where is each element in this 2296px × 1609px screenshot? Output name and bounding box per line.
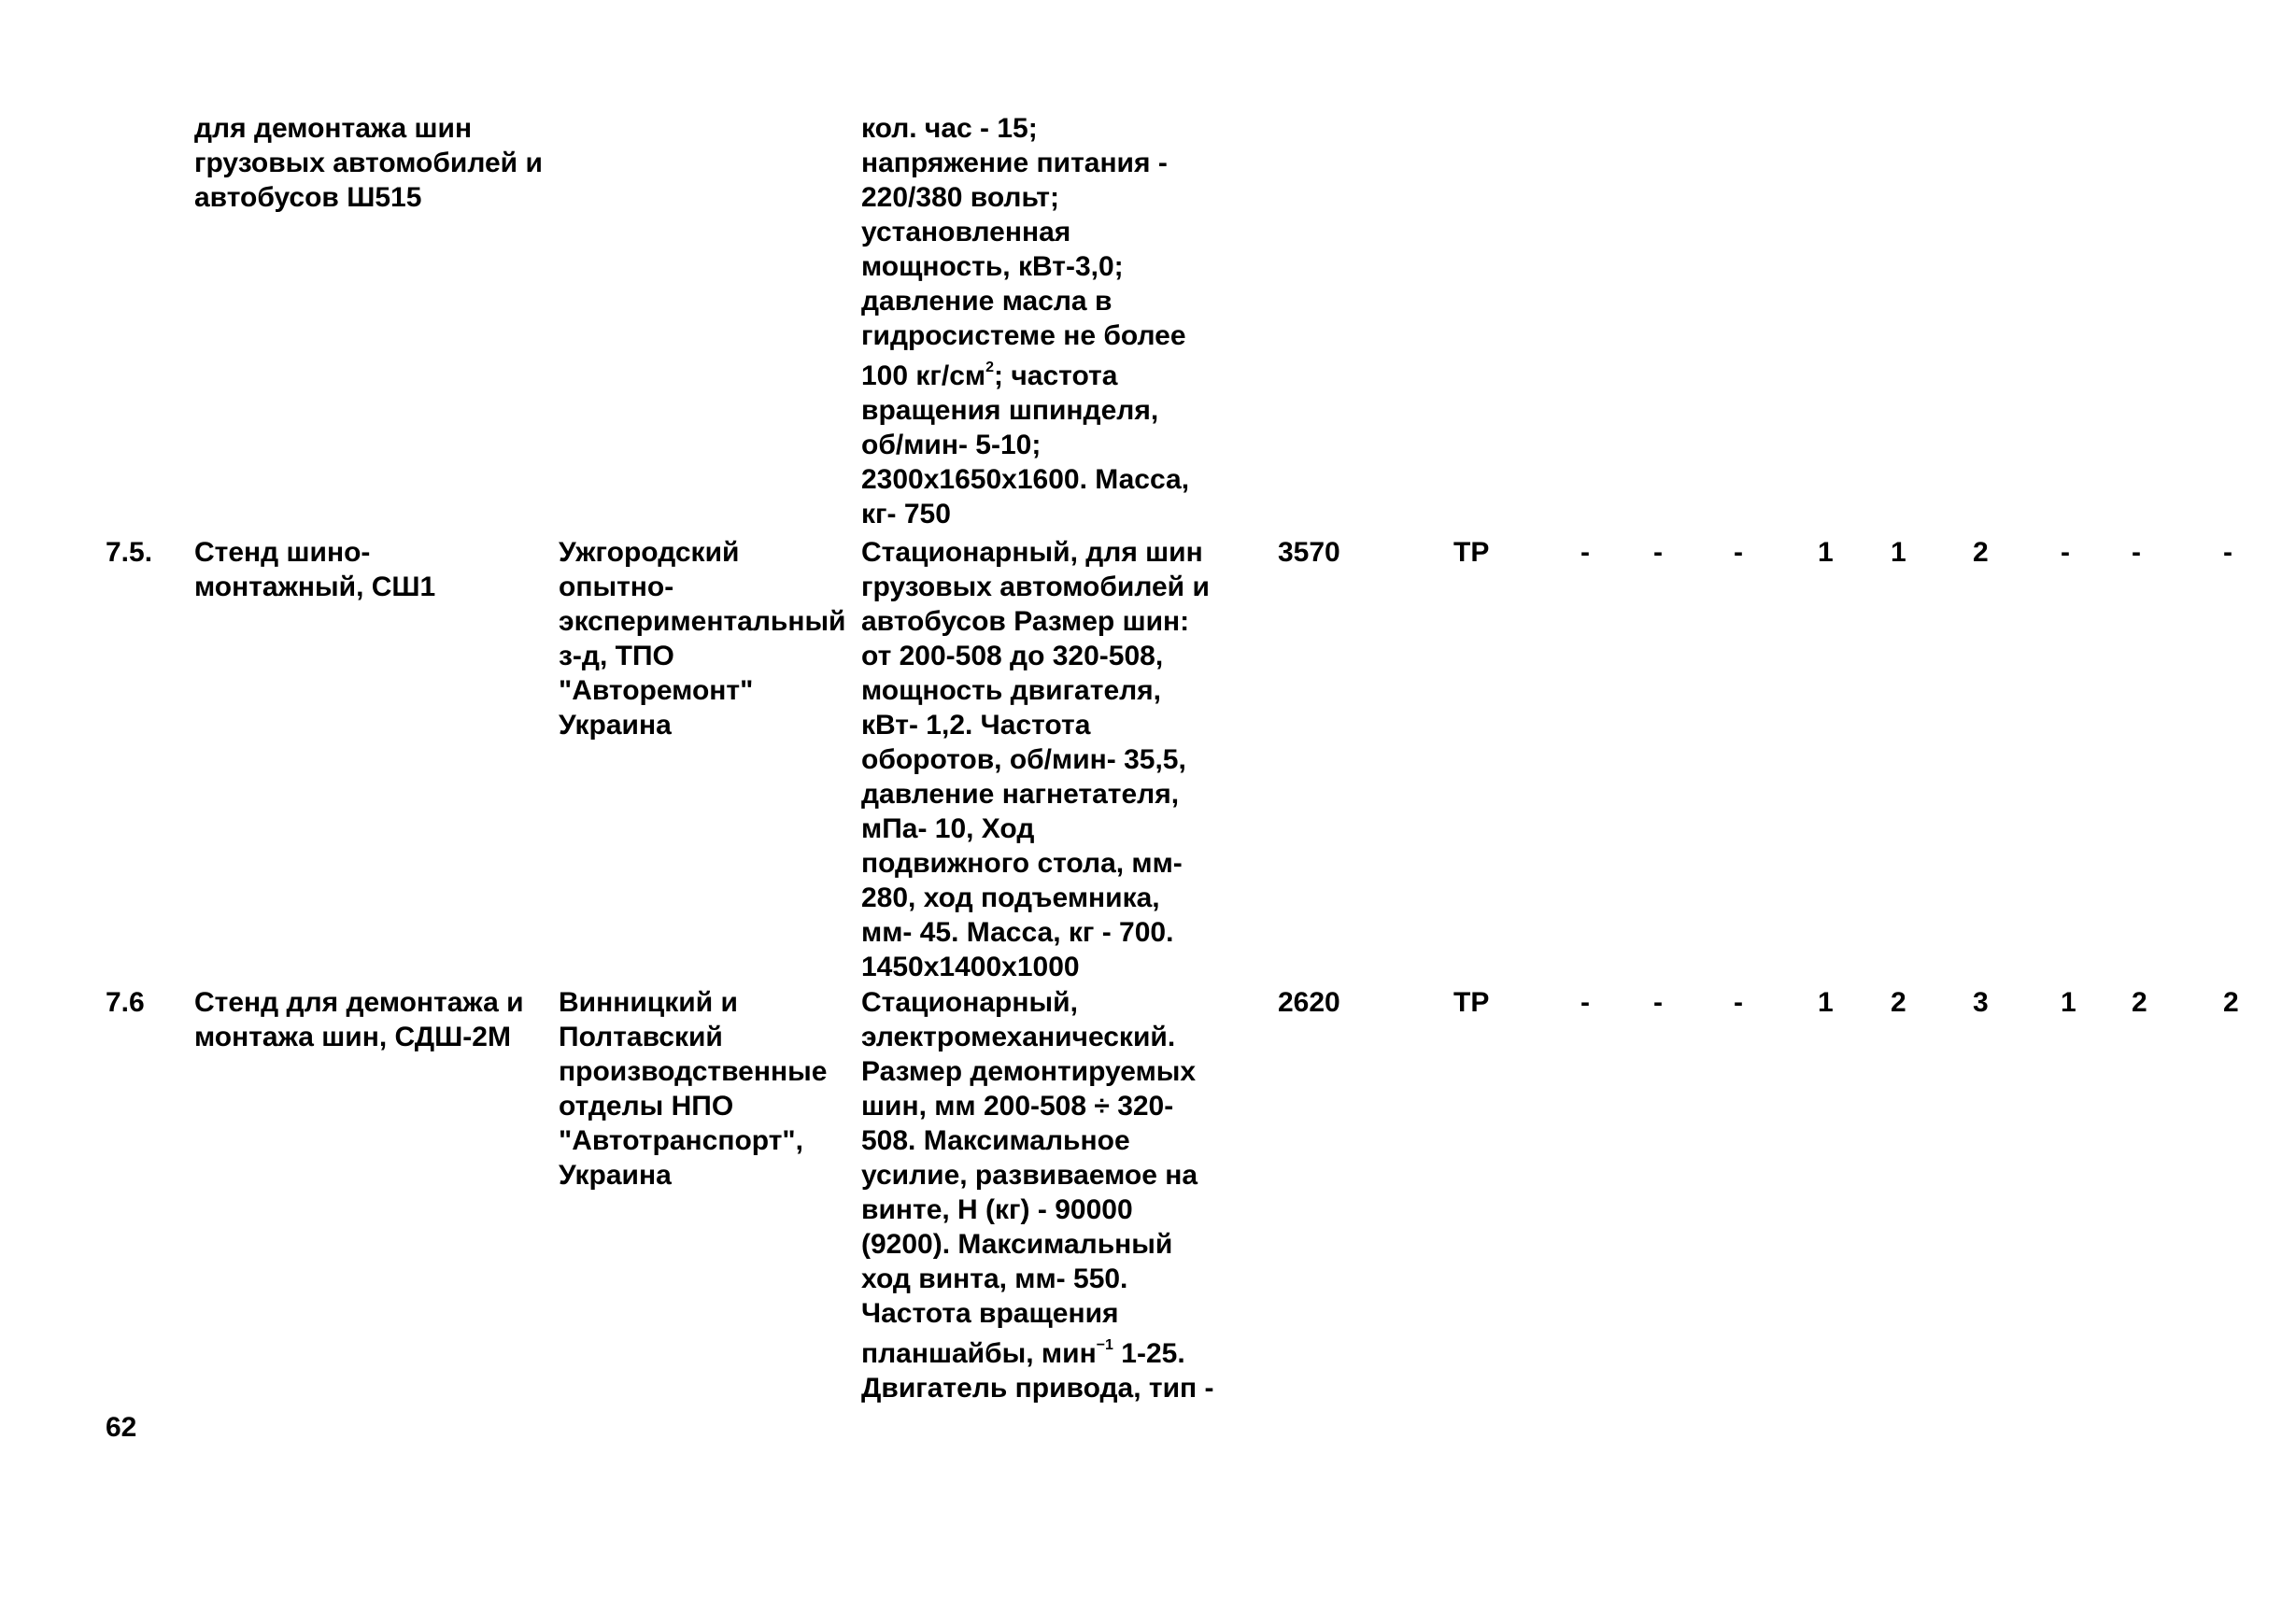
equipment-name-cell (194, 985, 524, 1054)
maker-line: "Автотранспорт", (559, 1125, 803, 1156)
maker-line: Украина (559, 710, 672, 741)
name-line: Стенд для демонтажа и (194, 987, 524, 1018)
maker-line: "Авторемонт" (559, 675, 754, 706)
spec-text: планшайбы, мин (861, 1338, 1097, 1369)
price-value: 2620 (1278, 987, 1340, 1018)
manufacturer-cell (559, 535, 846, 742)
spec-line: Стационарный, (861, 987, 1078, 1018)
specification-cell (861, 535, 1210, 984)
spec-line: грузовых автомобилей и (861, 572, 1210, 602)
spec-line: вращения шпинделя, (861, 395, 1159, 426)
spec-line (861, 1336, 1214, 1371)
count-cell: 2 (1891, 987, 1906, 1018)
page-number: 62 (106, 1412, 137, 1443)
spec-line: установленная (861, 217, 1071, 247)
spec-line (861, 359, 1189, 393)
name-line: автобусов Ш515 (194, 182, 422, 213)
spec-line: автобусов Размер шин: (861, 606, 1190, 637)
spec-line: 220/380 вольт; (861, 182, 1059, 213)
count-cell: - (2223, 537, 2232, 568)
count-cell: 1 (1818, 987, 1834, 1018)
continuation-name-cell (194, 111, 543, 215)
spec-line: электромеханический. (861, 1022, 1176, 1052)
name-line: грузовых автомобилей и (194, 148, 543, 178)
count-cell: 1 (1818, 537, 1834, 568)
spec-line: оборотов, об/мин- 35,5, (861, 744, 1186, 775)
spec-line: мощность двигателя, (861, 675, 1162, 706)
maker-line: Винницкий и (559, 987, 738, 1018)
superscript: 2 (985, 360, 995, 375)
spec-line: Стационарный, для шин (861, 537, 1203, 568)
spec-line: 280, ход подъемника, (861, 882, 1160, 913)
spec-line: подвижного стола, мм- (861, 848, 1183, 879)
spec-line: усилие, развиваемое на (861, 1160, 1198, 1191)
spec-line: кВт- 1,2. Частота (861, 710, 1091, 741)
count-cell: 2 (1973, 537, 1989, 568)
count-cell: - (2132, 537, 2141, 568)
maker-line: производственные (559, 1056, 828, 1087)
spec-line: от 200-508 до 320-508, (861, 641, 1164, 671)
count-cell: 2 (2132, 987, 2147, 1018)
spec-line: мм- 45. Масса, кг - 700. (861, 917, 1174, 948)
manufacturer-cell (559, 985, 827, 1193)
spec-line: шин, мм 200-508 ÷ 320- (861, 1091, 1174, 1122)
purpose-value: ТР (1453, 537, 1490, 568)
count-cell: - (2061, 537, 2070, 568)
name-line: для демонтажа шин (194, 113, 473, 144)
count-cell: 1 (1891, 537, 1906, 568)
spec-line: 2300х1650х1600. Масса, (861, 464, 1190, 495)
count-cell: - (1734, 987, 1743, 1018)
spec-line: 508. Максимальное (861, 1125, 1130, 1156)
spec-line: кг- 750 (861, 499, 951, 529)
spec-line: напряжение питания - (861, 148, 1168, 178)
spec-line: кол. час - 15; (861, 113, 1038, 144)
price-value: 3570 (1278, 537, 1340, 568)
spec-text: ; частота (994, 360, 1118, 391)
spec-line: Двигатель привода, тип - (861, 1373, 1214, 1404)
spec-line: ход винта, мм- 550. (861, 1263, 1128, 1294)
maker-line: з-д, ТПО (559, 641, 674, 671)
spec-line: мощность, кВт-3,0; (861, 251, 1124, 282)
name-line: монтажа шин, СДШ-2М (194, 1022, 511, 1052)
continuation-spec-cell (861, 111, 1189, 531)
maker-line: отделы НПО (559, 1091, 734, 1122)
superscript: −1 (1096, 1337, 1113, 1353)
count-cell: - (1734, 537, 1743, 568)
specification-cell (861, 985, 1214, 1405)
count-cell: - (1580, 537, 1590, 568)
purpose-value: ТР (1453, 987, 1490, 1018)
maker-line: Полтавский (559, 1022, 723, 1052)
count-cell: 2 (2223, 987, 2239, 1018)
count-cell: 3 (1973, 987, 1989, 1018)
spec-line: (9200). Максимальный (861, 1229, 1173, 1260)
spec-line: давление нагнетателя, (861, 779, 1180, 810)
spec-line: Частота вращения (861, 1298, 1119, 1329)
spec-line: винте, Н (кг) - 90000 (861, 1194, 1133, 1225)
spec-line: давление масла в (861, 286, 1113, 317)
maker-line: Украина (559, 1160, 672, 1191)
spec-text: 1-25. (1113, 1338, 1185, 1369)
spec-line: мПа- 10, Ход (861, 813, 1035, 844)
name-line: монтажный, СШ1 (194, 572, 436, 602)
spec-line: гидросистеме не более (861, 320, 1186, 351)
count-cell: 1 (2061, 987, 2076, 1018)
spec-line: Размер демонтируемых (861, 1056, 1197, 1087)
spec-line: об/мин- 5-10; (861, 430, 1042, 460)
maker-line: экспериментальный (559, 606, 846, 637)
count-cell: - (1653, 987, 1663, 1018)
maker-line: Ужгородский (559, 537, 740, 568)
equipment-name-cell (194, 535, 435, 604)
count-cell: - (1653, 537, 1663, 568)
spec-text: 100 кг/см (861, 360, 986, 391)
count-cell: - (1580, 987, 1590, 1018)
maker-line: опытно- (559, 572, 674, 602)
name-line: Стенд шино- (194, 537, 371, 568)
spec-line: 1450х1400х1000 (861, 952, 1080, 982)
row-number: 7.6 (106, 987, 145, 1018)
row-number: 7.5. (106, 537, 153, 568)
